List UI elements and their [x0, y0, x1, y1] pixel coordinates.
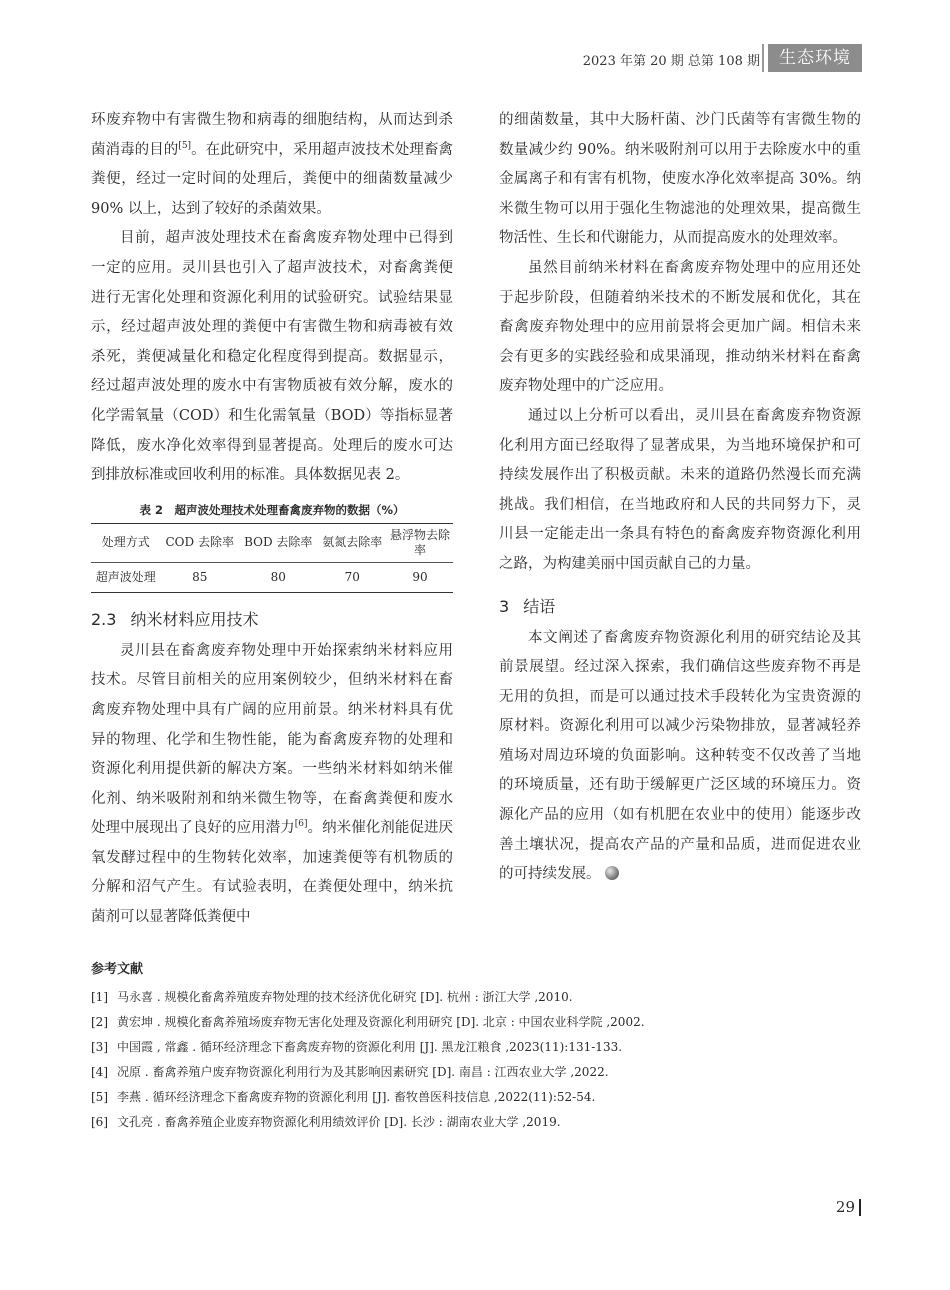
reference-text: 李燕 . 循环经济理念下畜禽废弃物的资源化利用 [J]. 畜牧兽医科技信息 ,2022(11):52-54.: [117, 1090, 596, 1104]
paragraph: [91, 637, 453, 933]
right-column: [499, 106, 861, 890]
reference-item: [91, 1035, 871, 1060]
table-header: BOD 去除率: [239, 523, 317, 562]
issue-info: 2023 年第 20 期 总第 108 期: [582, 54, 760, 69]
paragraph-text: 。在此研究中，采用超声波技术处理畜禽粪便，经过一定时间的处理后，粪便中的细菌数量减少 90% 以上，达到了较好的杀菌效果。: [91, 141, 453, 217]
reference-text: 黄宏坤 . 规模化畜禽养殖场废弃物无害化处理及资源化利用研究 [D]. 北京 : 中国农业科学院 ,2002.: [117, 1015, 645, 1029]
paragraph-text: 环废弃物中有害微生物和病毒的细胞结构，从而达到杀菌消毒的目的: [91, 112, 453, 158]
table-header: 悬浮物去除率: [387, 523, 453, 562]
paragraph: 虽然目前纳米材料在畜禽废弃物处理中的应用还处于起步阶段，但随着纳米技术的不断发展和优化，其在畜禽废弃物处理中的应用前景将会更加广阔。相信未来会有更多的实践经验和成果涌现，推动纳米材料在畜禽废弃物处理中的广泛应用。: [499, 259, 861, 395]
header-divider: [762, 44, 764, 72]
table-cell: 超声波处理: [91, 562, 160, 592]
heading-number: 2.3: [91, 609, 117, 629]
paragraph-text: 本文阐述了畜禽废弃物资源化利用的研究结论及其前景展望。经过深入探索，我们确信这些废弃物不再是无用的负担，而是可以通过技术手段转化为宝贵资源的原材料。资源化利用可以减少污染物排放，显著减轻养殖场对周边环境的负面影响。这种转变不仅改善了当地的环境质量，还有助于缓解更广泛区域的环境压力。资源化产品的应用（如有机肥在农业中的使用）能逐步改善土壤状况，提高农产品的产量和品质，进而促进农业的可持续发展。: [499, 629, 861, 883]
left-column: [91, 106, 453, 933]
reference-item: [91, 1060, 871, 1085]
references: [91, 958, 871, 1135]
end-mark-icon: [605, 866, 619, 880]
table-cell: 70: [318, 562, 387, 592]
reference-item: [91, 985, 871, 1010]
paragraph: 通过以上分析可以看出，灵川县在畜禽废弃物资源化利用方面已经取得了显著成果，为当地环境保护和可持续发展作出了积极贡献。未来的道路仍然漫长而充满挑战。我们相信，在当地政府和人民的共同努力下，灵川县一定能走出一条具有特色的畜禽废弃物资源化利用之路，为构建美丽中国贡献自己的力量。: [499, 407, 861, 572]
reference-number: [5]: [91, 1090, 108, 1104]
table-cell: 85: [160, 562, 239, 592]
section-tag: 生态环境: [768, 44, 862, 72]
reference-item: [91, 1010, 871, 1035]
paragraph: 目前，超声波处理技术在畜禽废弃物处理中已得到一定的应用。灵川县也引入了超声波技术，对畜禽粪便进行无害化处理和资源化利用的试验研究。试验结果显示，经过超声波处理的粪便中有害微生物和病毒被有效杀死，粪便减量化和稳定化程度得到提高。数据显示，经过超声波处理的废水中有害物质被有效分解，废水的化学需氧量（COD）和生化需氧量（BOD）等指标显著降低，废水净化效率得到显著提高。处理后的废水可达到排放标准或回收利用的标准。具体数据见表 2。: [91, 230, 453, 484]
reference-number: [2]: [91, 1015, 108, 1029]
page-number-bar: [859, 1199, 861, 1216]
table-caption: 表 2 超声波处理技术处理畜禽废弃物的数据（%）: [139, 502, 405, 517]
table-row: [91, 562, 453, 592]
table-header: 处理方式: [91, 523, 160, 562]
reference-text: 文孔亮 . 畜禽养殖企业废弃物资源化利用绩效评价 [D]. 长沙 : 湖南农业大学 ,2019.: [117, 1115, 561, 1129]
reference-number: [3]: [91, 1040, 108, 1054]
table-header-row: [91, 523, 453, 562]
reference-item: [91, 1110, 871, 1135]
reference-number: [1]: [91, 990, 108, 1004]
heading-text: 纳米材料应用技术: [130, 609, 259, 629]
table-header: 氨氮去除率: [318, 523, 387, 562]
table-cell: 80: [239, 562, 317, 592]
running-header: [0, 44, 950, 74]
section-heading: [91, 607, 453, 633]
reference-number: [4]: [91, 1065, 108, 1079]
paragraph-text: 灵川县在畜禽废弃物处理中开始探索纳米材料应用技术。尽管目前相关的应用案例较少，但纳米材料在畜禽废弃物处理中具有广阔的应用前景。纳米材料具有优异的物理、化学和生物性能，能为畜禽废弃物的处理和资源化利用提供新的解决方案。一些纳米材料如纳米催化剂、纳米吸附剂和纳米微生物等，在畜禽粪便和废水处理中展现出了良好的应用潜力: [91, 642, 453, 837]
paragraph: [499, 624, 861, 890]
page-number: 29: [835, 1198, 855, 1216]
reference-item: [91, 1085, 871, 1110]
reference-number: [6]: [91, 1115, 108, 1129]
reference-text: 况原 . 畜禽养殖户废弃物资源化利用行为及其影响因素研究 [D]. 南昌 : 江西农业大学 ,2022.: [117, 1065, 609, 1079]
heading-number: 3: [499, 596, 510, 616]
reference-text: 中国霞 , 常鑫 . 循环经济理念下畜禽废弃物的资源化利用 [J]. 黑龙江粮食 ,2023(11):131-133.: [117, 1040, 623, 1054]
citation: [6]: [294, 819, 308, 830]
paragraph-text: 。纳米催化剂能促进厌氧发酵过程中的生物转化效率，加速粪便等有机物质的分解和沼气产生。有试验表明，在粪便处理中，纳米抗菌剂可以显著降低粪便中: [91, 820, 454, 926]
reference-text: 马永喜 . 规模化畜禽养殖废弃物处理的技术经济优化研究 [D]. 杭州 : 浙江大学 ,2010.: [117, 990, 573, 1004]
data-table: [91, 523, 453, 593]
heading-text: 结语: [523, 596, 556, 616]
citation: [5]: [178, 140, 192, 151]
section-heading: [499, 594, 861, 620]
paragraph: 的细菌数量，其中大肠杆菌、沙门氏菌等有害微生物的数量减少约 90%。纳米吸附剂可以用于去除废水中的重金属离子和有害有机物，使废水净化效率提高 30%。纳米微生物可以用于强化生物滤池的处理效果，提高微生物活性、生长和代谢能力，从而提高废水的处理效率。: [499, 112, 861, 247]
paragraph: [91, 106, 453, 224]
references-title: 参考文献: [91, 962, 144, 977]
table-header: COD 去除率: [160, 523, 239, 562]
table-cell: 90: [387, 562, 453, 592]
